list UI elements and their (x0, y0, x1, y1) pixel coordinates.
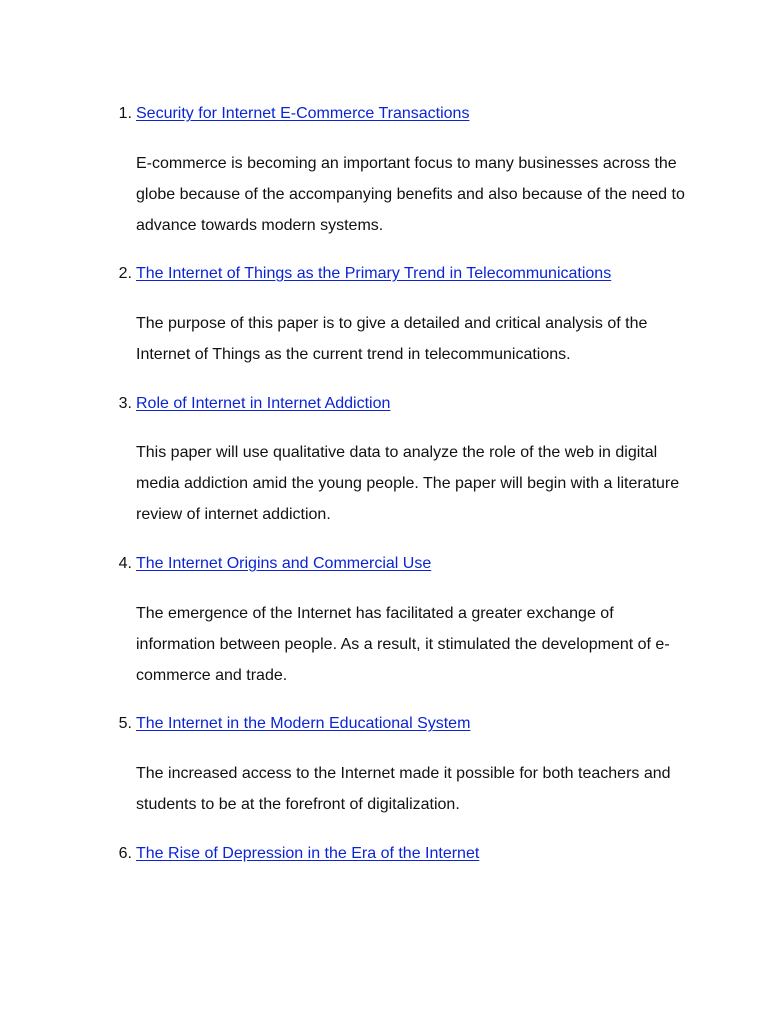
item-description (136, 758, 696, 820)
item-number: 1. (118, 105, 132, 122)
topic-link[interactable]: The Internet Origins and Commercial Use (136, 555, 432, 572)
item-description (136, 437, 696, 530)
topic-link[interactable]: Role of Internet in Internet Addiction (136, 395, 391, 412)
item-description (136, 598, 696, 691)
item-number: 6. (118, 845, 132, 862)
item-number: 2. (118, 265, 132, 282)
description-line: media addiction amid the young people. The paper will begin with a literature (136, 475, 680, 492)
description-line: commerce and trade. (136, 667, 288, 684)
topic-link[interactable]: The Rise of Depression in the Era of the Internet (136, 845, 480, 862)
topic-link[interactable]: The Internet of Things as the Primary Trend in Telecommunications (136, 265, 612, 282)
item-number: 5. (118, 715, 132, 732)
item-description (136, 308, 696, 370)
topic-link[interactable]: Security for Internet E-Commerce Transactions (136, 105, 470, 122)
description-line: E-commerce is becoming an important focus to many businesses across the (136, 155, 677, 172)
description-line: The increased access to the Internet made it possible for both teachers and (136, 765, 671, 782)
description-line: globe because of the accompanying benefits and also because of the need to (136, 186, 685, 203)
description-line: information between people. As a result, it stimulated the development of e- (136, 636, 670, 653)
topic-link[interactable]: The Internet in the Modern Educational System (136, 715, 471, 732)
description-line: review of internet addiction. (136, 506, 331, 523)
description-line: students to be at the forefront of digitalization. (136, 796, 460, 813)
item-description (136, 148, 696, 241)
description-line: The purpose of this paper is to give a detailed and critical analysis of the (136, 315, 648, 332)
description-line: This paper will use qualitative data to analyze the role of the web in digital (136, 444, 658, 461)
description-line: advance towards modern systems. (136, 217, 384, 234)
item-number: 3. (118, 395, 132, 412)
description-line: The emergence of the Internet has facilitated a greater exchange of (136, 605, 614, 622)
description-line: Internet of Things as the current trend in telecommunications. (136, 346, 571, 363)
item-number: 4. (118, 555, 132, 572)
